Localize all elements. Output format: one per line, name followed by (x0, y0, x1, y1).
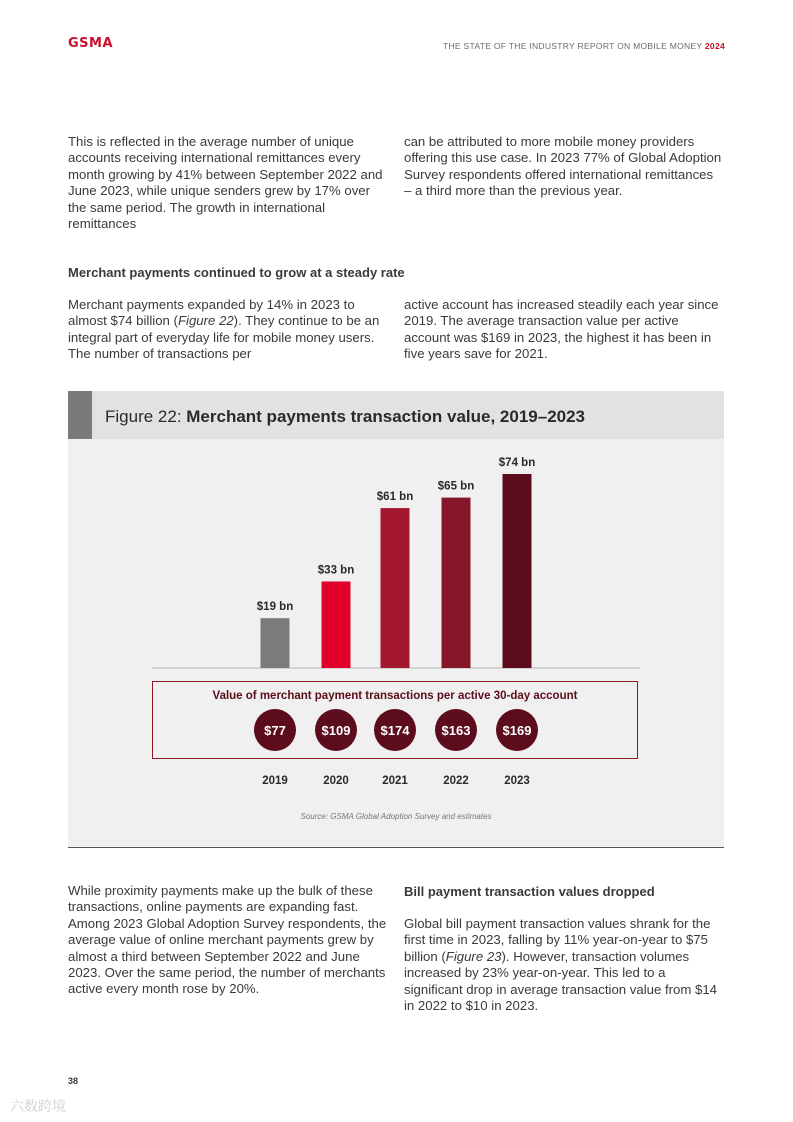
bar-2022 (442, 498, 471, 668)
text-part: Merchant payments expanded by 14% in 2023 to almost $74 billion ( (68, 297, 355, 329)
paragraph-text: This is reflected in the average number of unique accounts receiving international remittances every month growing by 41% between September 2022 and June 2023, while unique senders grew by 17% over the same period. The growth in international remittances (68, 134, 383, 232)
figure-22 (68, 391, 724, 848)
paragraph-text: active account has increased steadily each year since 2019. The average transaction value per active account was $169 in 2023, the highest it has been in five years save for 2021. (404, 297, 719, 362)
bar-2021 (381, 508, 410, 668)
report-title (443, 41, 725, 51)
x-tick-label: 2020 (323, 775, 349, 787)
gsma-logo: GSMA (68, 36, 114, 51)
bar-value-label: $33 bn (317, 564, 355, 577)
per-account-value-2020: $109 (315, 709, 357, 751)
merchant-paragraph-left (68, 297, 388, 363)
text-part: ). They continue to be an integral part of everyday life for mobile money users. The number of transactions per (68, 313, 380, 362)
merchant-payments-heading: Merchant payments continued to grow at a steady rate (68, 265, 405, 280)
paragraph-text: While proximity payments make up the bulk of these transactions, online payments are expanding fast. Among 2023 Global Adoption Survey respondents, the average value of online merchant payments grew by almost a third between September 2022 and June 2023. Over the same period, the number of merchants active every month rose by 20%. (68, 883, 387, 997)
online-payments-paragraph (68, 883, 388, 998)
per-account-value-2023: $169 (496, 709, 538, 751)
report-title-text: THE STATE OF THE INDUSTRY REPORT ON MOBILE MONEY (443, 41, 703, 51)
page-number: 38 (68, 1076, 79, 1086)
report-year: 2024 (704, 41, 725, 51)
figure-reference: Figure 23 (445, 948, 502, 964)
figure-reference: Figure 22 (177, 313, 234, 329)
paragraph-text (404, 916, 724, 1014)
paragraph-text: can be attributed to more mobile money providers offering this use case. In 2023 77% of Global Adoption Survey respondents offered international remittances – a third more than the previous year. (404, 134, 722, 199)
figure-title-bold: Merchant payments transaction value, 2019–2023 (186, 407, 586, 426)
figure-title-prefix: Figure 22: (105, 407, 187, 426)
x-tick-label: 2021 (382, 775, 408, 787)
per-account-label: Value of merchant payment transactions per active 30-day account (212, 690, 578, 702)
bar-value-label: $65 bn (437, 480, 475, 493)
figure-bottom-rule (68, 847, 724, 849)
per-account-value-2019: $77 (254, 709, 296, 751)
bar-chart (68, 391, 724, 681)
watermark-logo: 六数跨境 (10, 1099, 66, 1115)
remittances-paragraph-right (404, 134, 724, 200)
x-tick-label: 2023 (504, 775, 530, 787)
bar-2020 (322, 581, 351, 668)
x-tick-label: 2022 (443, 775, 469, 787)
text-part: ). However, transaction volumes increased by 23% year-on-year. This led to a significant drop in average transaction value from $14 in 2022 to $10 in 2023. (404, 948, 718, 1014)
bill-payment-paragraph (404, 916, 724, 1014)
bar-value-label: $74 bn (498, 457, 536, 469)
per-account-value-2022: $163 (435, 709, 477, 751)
per-account-value-2021: $174 (374, 709, 416, 751)
paragraph-text (68, 297, 388, 363)
figure-source: Source: GSMA Global Adoption Survey and estimates (300, 812, 492, 821)
text-part: Global bill payment transaction values shrank for the first time in 2023, falling by 11% year-on-year to $75 billion ( (404, 916, 711, 964)
merchant-paragraph-right (404, 297, 724, 363)
x-tick-label: 2019 (262, 775, 288, 787)
bar-2023 (503, 474, 532, 668)
bar-value-label: $19 bn (256, 601, 294, 614)
bill-payment-heading: Bill payment transaction values dropped (404, 884, 655, 899)
remittances-paragraph-left (68, 134, 388, 232)
bar-2019 (261, 618, 290, 668)
bar-value-label: $61 bn (376, 491, 414, 504)
